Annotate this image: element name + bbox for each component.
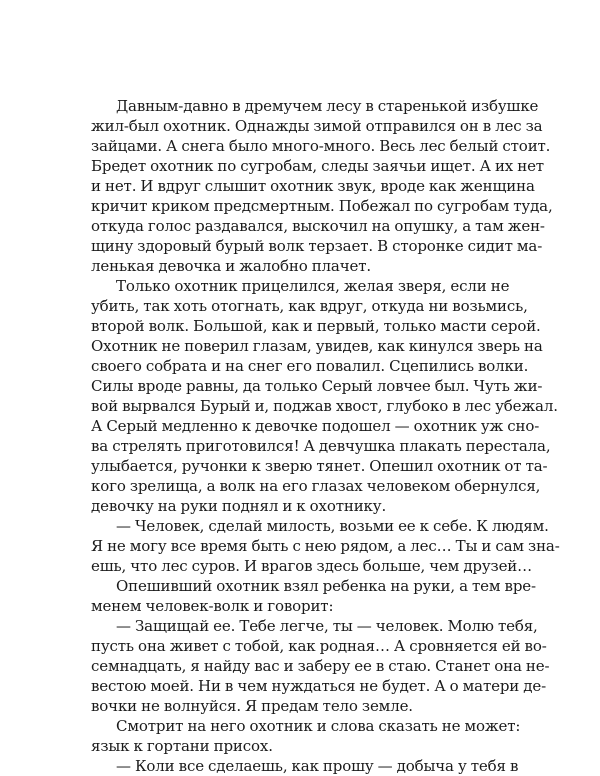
paragraph-6-line-2: язык к гортани присох. <box>91 737 273 755</box>
paragraph-2-line-8: А Серый медленно к девочке подошел — охотник уж сно- <box>91 417 540 435</box>
paragraph-2-line-6: Силы вроде равны, да только Серый ловчее был. Чуть жи- <box>91 377 543 395</box>
paragraph-5-line-3: семнадцать, я найду вас и заберу ее в стаю. Станет она не- <box>91 657 550 675</box>
paragraph-2-line-4: Охотник не поверил глазам, увидев, как кинулся зверь на <box>91 337 543 355</box>
paragraph-1-line-1: Давным-давно в дремучем лесу в старенькой избушке <box>116 97 539 115</box>
body-text <box>91 96 560 776</box>
paragraph-2-line-3: второй волк. Большой, как и первый, только масти серой. <box>91 317 541 335</box>
paragraph-2-line-9: ва стрелять приготовился! А девчушка плакать перестала, <box>91 437 551 455</box>
paragraph-1-line-5: и нет. И вдруг слышит охотник звук, вроде как женщина <box>91 177 535 195</box>
paragraph-5-line-5: вочки не волнуйся. Я предам тело земле. <box>91 697 413 715</box>
paragraph-5-line-1: — Защищай ее. Тебе легче, ты — человек. Молю тебя, <box>116 617 538 635</box>
paragraph-3-line-1: — Человек, сделай милость, возьми ее к себе. К людям. <box>116 517 549 535</box>
paragraph-1-line-2: жил-был охотник. Однажды зимой отправился он в лес за <box>91 117 543 135</box>
paragraph-1-line-6: кричит криком предсмертным. Побежал по сугробам туда, <box>91 197 553 215</box>
paragraph-1-line-8: щину здоровый бурый волк терзает. В сторонке сидит ма- <box>91 237 543 255</box>
paragraph-2-line-2: убить, так хоть отогнать, как вдруг, откуда ни возьмись, <box>91 297 528 315</box>
paragraph-2-line-7: вой вырвался Бурый и, поджав хвост, глубоко в лес убежал. <box>91 397 558 415</box>
paragraph-7-line-1: — Коли все сделаешь, как прошу — добыча у тебя в <box>116 757 519 775</box>
paragraph-5-line-4: вестою моей. Ни в чем нуждаться не будет. А о матери де- <box>91 677 546 695</box>
paragraph-5-line-2: пусть она живет с тобой, как родная… А сровняется ей во- <box>91 637 547 655</box>
paragraph-2-line-12: девочку на руки поднял и к охотнику. <box>91 497 387 515</box>
paragraph-1-line-4: Бредет охотник по сугробам, следы заячьи ищет. А их нет <box>91 157 544 175</box>
paragraph-4-line-2: менем человек-волк и говорит: <box>91 597 334 615</box>
paragraph-1-line-9: ленькая девочка и жалобно плачет. <box>91 257 371 275</box>
paragraph-2-line-10: улыбается, ручонки к зверю тянет. Опешил охотник от та- <box>91 457 548 475</box>
paragraph-2-line-1: Только охотник прицелился, желая зверя, если не <box>116 277 510 295</box>
paragraph-3-line-3: ешь, что лес суров. И врагов здесь больше, чем друзей… <box>91 557 532 575</box>
paragraph-4-line-1: Опешивший охотник взял ребенка на руки, а тем вре- <box>116 577 536 595</box>
paragraph-2-line-11: кого зрелища, а волк на его глазах человеком обернулся, <box>91 477 541 495</box>
paragraph-1-line-3: зайцами. А снега было много-много. Весь лес белый стоит. <box>91 137 551 155</box>
paragraph-2-line-5: своего собрата и на снег его повалил. Сцепились волки. <box>91 357 529 375</box>
paragraph-1-line-7: откуда голос раздавался, выскочил на опушку, а там жен- <box>91 217 545 235</box>
paragraph-6-line-1: Смотрит на него охотник и слова сказать не может: <box>116 717 521 735</box>
paragraph-3-line-2: Я не могу все время быть с нею рядом, а лес… Ты и сам зна- <box>91 537 560 555</box>
